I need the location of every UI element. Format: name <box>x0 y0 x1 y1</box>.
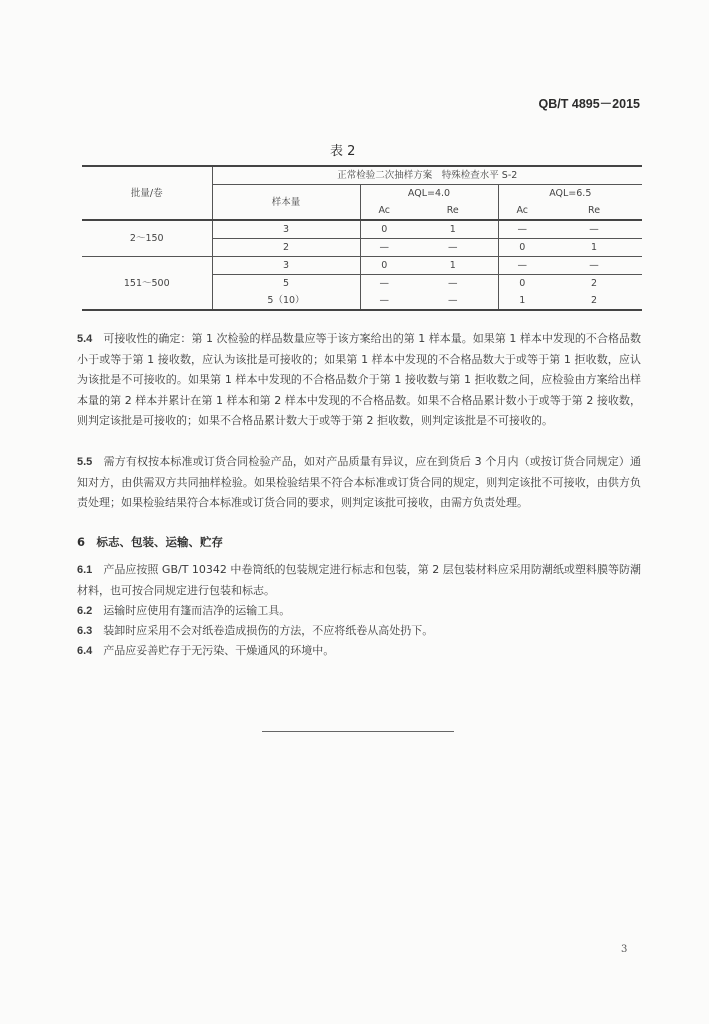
ac2-cell: 0 <box>498 275 546 293</box>
sample-cell: 5 <box>212 275 360 293</box>
table-row <box>82 257 642 275</box>
header-scheme: 正常检验二次抽样方案 特殊检查水平 S-2 <box>212 166 642 185</box>
sample-cell: 3 <box>212 220 360 239</box>
clause-number: 6.2 <box>77 605 93 617</box>
re1-cell: — <box>408 292 498 310</box>
header-ac-1: Ac <box>360 202 408 220</box>
header-aql-6-5: AQL=6.5 <box>498 185 642 203</box>
re2-cell: 2 <box>546 275 642 293</box>
ac2-cell: — <box>498 220 546 239</box>
clause-text: 装卸时应采用不会对纸卷造成损伤的方法，不应将纸卷从高处扔下。 <box>103 624 434 637</box>
ac1-cell: — <box>360 275 408 293</box>
section-6-heading: 6 标志、包装、运输、贮存 <box>77 535 224 549</box>
clause-number: 6.4 <box>77 645 93 657</box>
sample-cell: 3 <box>212 257 360 275</box>
clause-text: 产品应按照 GB/T 10342 中卷筒纸的包装规定进行标志和包装，第 2 层包装材料应采用防潮纸或塑料膜等防潮材料，也可按合同规定进行包装和标志。 <box>77 563 641 597</box>
header-ac-2: Ac <box>498 202 546 220</box>
ac1-cell: — <box>360 239 408 257</box>
clause-text: 运输时应使用有篷而洁净的运输工具。 <box>103 604 291 617</box>
clause-6-4 <box>77 641 641 662</box>
clause-number: 6.1 <box>77 564 93 576</box>
sampling-table <box>82 165 642 311</box>
header-re-2: Re <box>546 202 642 220</box>
re2-cell: 2 <box>546 292 642 310</box>
clause-6-1 <box>77 560 641 601</box>
ac1-cell: 0 <box>360 257 408 275</box>
clause-text: 需方有权按本标准或订货合同检验产品，如对产品质量有异议，应在到货后 3 个月内（或按订货合同规定）通知对方，由供需双方共同抽样检验。如果检验结果不符合本标准或订货合同的规定，则判定该批不可接收，由供方负责处理；如果检验结果符合本标准或订货合同的要求，则判定该批可接收，由需方负责处理。 <box>77 455 642 509</box>
table-title: 表 2 <box>330 144 356 159</box>
table-row <box>82 220 642 239</box>
clause-number: 5.5 <box>77 456 93 468</box>
ac2-cell: 0 <box>498 239 546 257</box>
re2-cell: 1 <box>546 239 642 257</box>
batch-cell: 151～500 <box>82 257 212 311</box>
clause-text: 可接收性的确定：第 1 次检验的样品数量应等于该方案给出的第 1 样本量。如果第 1 样本中发现的不合格品数小于或等于第 1 接收数，应认为该批是可接收的；如果第 1 样本中发现的不合格品数大于或等于第 1 拒收数，应认为该批是不可接收的。如果第 1 样本中发现的不合格品数介于第 1 接收数与第 1 拒收数之间，应检验由方案给出样本量的第 2 样本并累计在第 1 样本和第 2 样本中发现的不合格品数。如果不合格品累计数小于或等于第 2 接收数，则判定该批是可接收的；如果不合格品累计数大于或等于第 2 拒收数，则判定该批是不可接收的。 <box>77 332 641 427</box>
clause-5-5 <box>77 452 641 514</box>
header-re-1: Re <box>408 202 498 220</box>
clause-number: 6.3 <box>77 625 93 637</box>
clause-5-4 <box>77 329 641 432</box>
standard-number: QB/T 4895－2015 <box>538 97 640 111</box>
header-batch: 批量/卷 <box>82 166 212 220</box>
re1-cell: 1 <box>408 257 498 275</box>
re1-cell: 1 <box>408 220 498 239</box>
re1-cell: — <box>408 275 498 293</box>
clause-text: 产品应妥善贮存于无污染、干燥通风的环境中。 <box>103 644 335 657</box>
ac1-cell: — <box>360 292 408 310</box>
clause-number: 5.4 <box>77 333 93 345</box>
ac2-cell: — <box>498 257 546 275</box>
header-sample: 样本量 <box>212 185 360 221</box>
re2-cell: — <box>546 257 642 275</box>
page-number: 3 <box>621 944 628 955</box>
end-divider <box>262 731 454 732</box>
re1-cell: — <box>408 239 498 257</box>
clause-6-2 <box>77 601 641 622</box>
header-aql-4: AQL=4.0 <box>360 185 498 203</box>
ac2-cell: 1 <box>498 292 546 310</box>
ac1-cell: 0 <box>360 220 408 239</box>
re2-cell: — <box>546 220 642 239</box>
sample-cell: 2 <box>212 239 360 257</box>
clause-6-3 <box>77 621 641 642</box>
sample-cell: 5（10） <box>212 292 360 310</box>
batch-cell: 2～150 <box>82 220 212 257</box>
